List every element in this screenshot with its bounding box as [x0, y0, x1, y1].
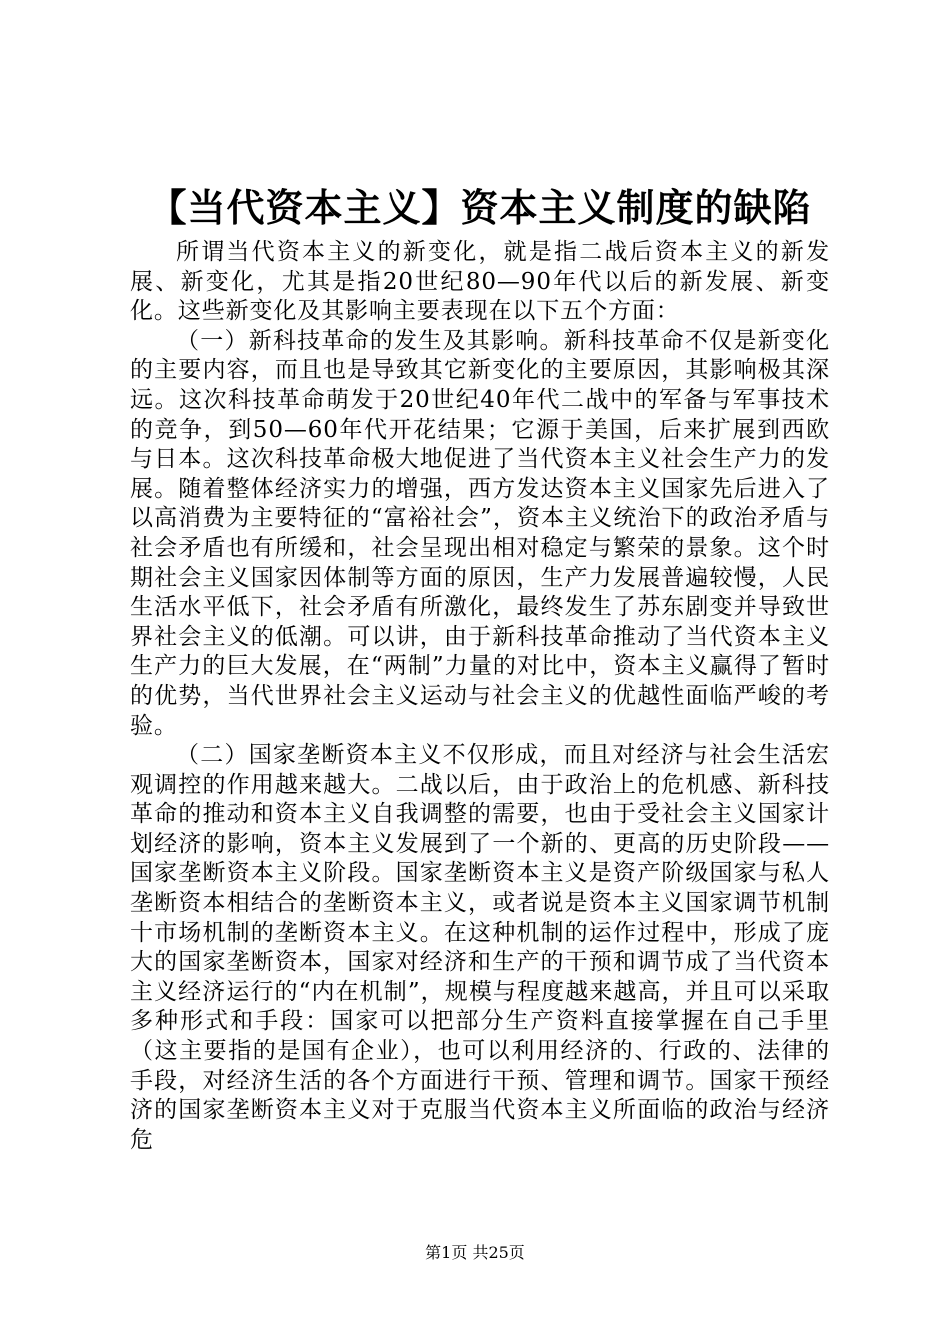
page-number-footer: 第1页 共25页: [425, 1243, 525, 1262]
document-title: 【当代资本主义】资本主义制度的缺陷: [148, 186, 812, 230]
document-body: [130, 238, 830, 1155]
paragraph-section-1: （一）新科技革命的发生及其影响。新科技革命不仅是新变化的主要内容，而且也是导致其它新变化的主要原因，其影响极其深远。这次科技革命萌发于20世纪40年代二战中的军备与军事技术的竞争，到50—60年代开花结果；它源于美国，后来扩展到西欧与日本。这次科技革命极大地促进了当代资本主义社会生产力的发展。随着整体经济实力的增强，西方发达资本主义国家先后进入了以高消费为主要特征的“富裕社会”，资本主义统治下的政治矛盾与社会矛盾也有所缓和，社会呈现出相对稳定与繁荣的景象。这个时期社会主义国家因体制等方面的原因，生产力发展普遍较慢，人民生活水平低下，社会矛盾有所激化，最终发生了苏东剧变并导致世界社会主义的低潮。可以讲，由于新科技革命推动了当代资本主义生产力的巨大发展，在“两制”力量的对比中，资本主义赢得了暂时的优势，当代世界社会主义运动与社会主义的优越性面临严峻的考验。: [130, 327, 830, 739]
paragraph-intro: 所谓当代资本主义的新变化，就是指二战后资本主义的新发展、新变化，尤其是指20世纪80—90年代以后的新发展、新变化。这些新变化及其影响主要表现在以下五个方面：: [130, 239, 830, 325]
paragraph-section-2: （二）国家垄断资本主义不仅形成，而且对经济与社会生活宏观调控的作用越来越大。二战以后，由于政治上的危机感、新科技革命的推动和资本主义自我调整的需要，也由于受社会主义国家计划经济的影响，资本主义发展到了一个新的、更高的历史阶段——国家垄断资本主义阶段。国家垄断资本主义是资产阶级国家与私人垄断资本相结合的垄断资本主义，或者说是资本主义国家调节机制十市场机制的垄断资本主义。在这种机制的运作过程中，形成了庞大的国家垄断资本，国家对经济和生产的干预和调节成了当代资本主义经济运行的“内在机制”，规模与程度越来越高，并且可以采取多种形式和手段：国家可以把部分生产资料直接掌握在自己手里（这主要指的是国有企业），也可以利用经济的、行政的、法律的手段，对经济生活的各个方面进行干预、管理和调节。国家干预经济的国家垄断资本主义对于克服当代资本主义所面临的政治与经济危: [130, 742, 830, 1153]
